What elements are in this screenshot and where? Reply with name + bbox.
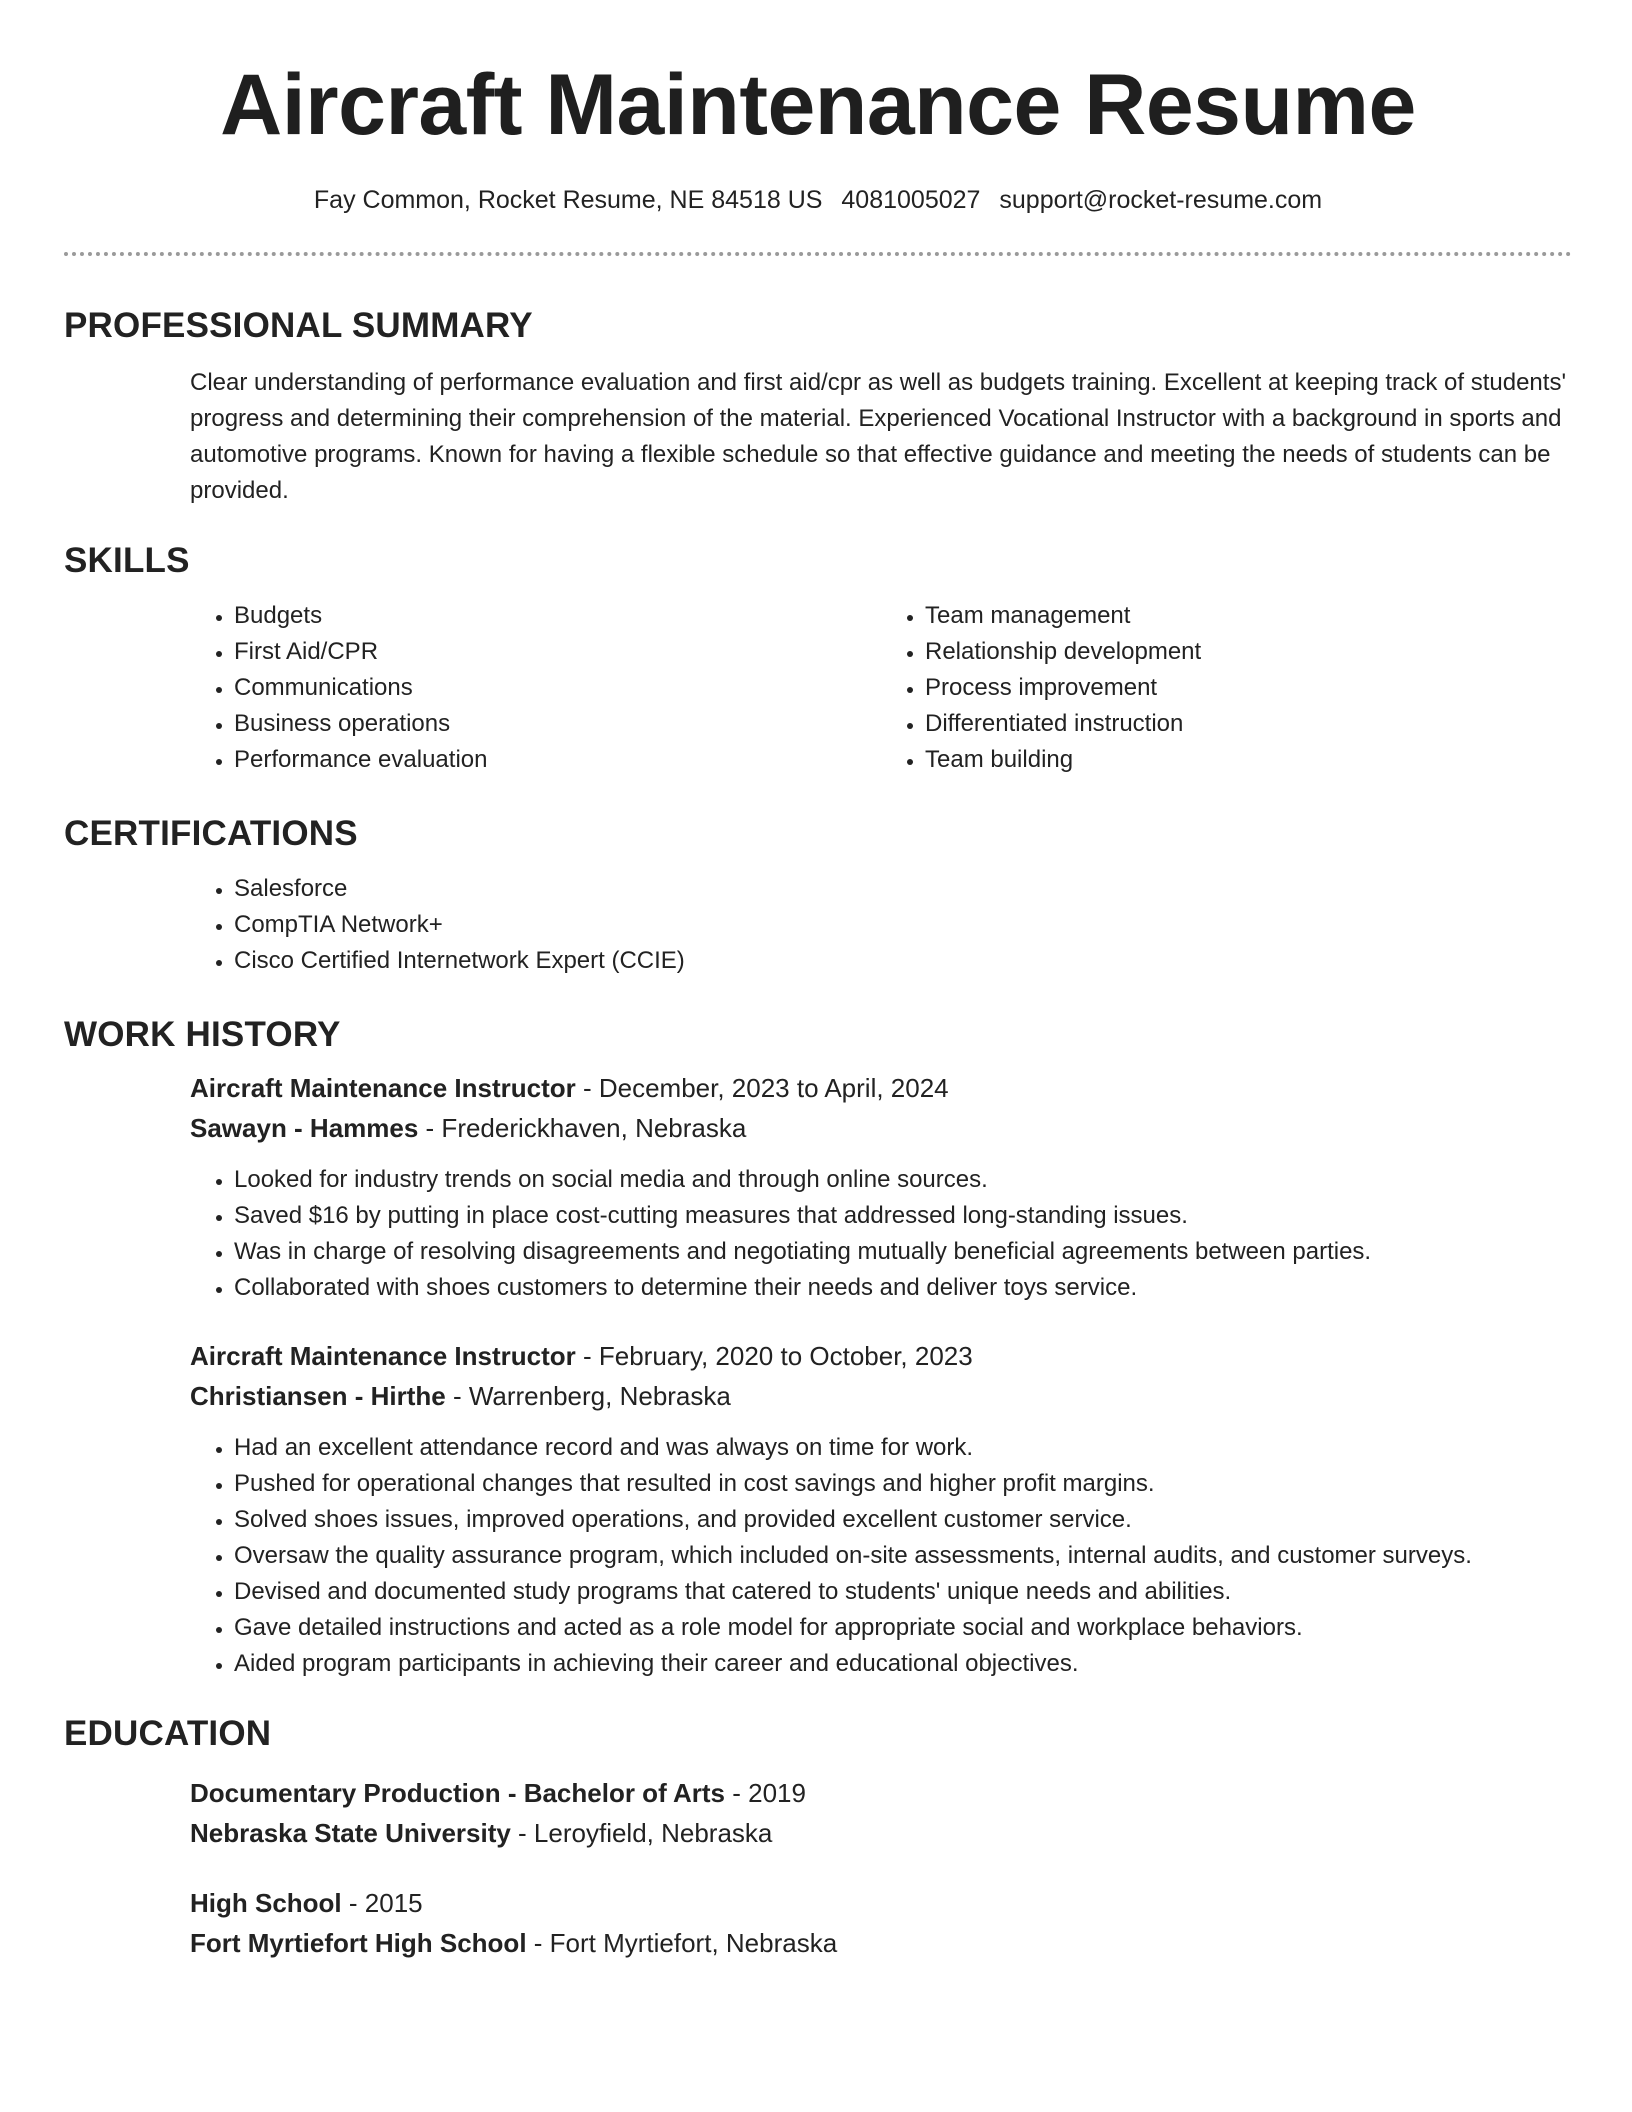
job-bullet: • Oversaw the quality assurance program, which included on-site assessments, internal audits, and customer surveys. <box>234 1538 1572 1574</box>
certifications-list <box>190 871 1572 979</box>
summary-text: Clear understanding of performance evaluation and first aid/cpr as well as budgets training. Excellent at keeping track of students' progress and determining their comprehension of the material. Experienced Vocational Instructor with a background in sports and automotive programs. Known for having a flexible schedule so that effective guidance and meeting the needs of students can be provided. <box>190 369 1567 504</box>
education-school-line <box>190 1923 1572 1963</box>
job-title: Aircraft Maintenance Instructor <box>190 1073 576 1103</box>
skills-list-right <box>881 598 1572 778</box>
contact-phone: 4081005027 <box>841 186 981 214</box>
skills-list-left <box>190 598 881 778</box>
job-title-line <box>190 1336 1572 1376</box>
job-dates: - December, 2023 to April, 2024 <box>575 1073 949 1103</box>
job-company: Christiansen - Hirthe <box>190 1381 446 1411</box>
job-bullets <box>190 1162 1572 1306</box>
certification-item: • CompTIA Network+ <box>234 907 1572 943</box>
education-degree-line <box>190 1773 1572 1813</box>
job-bullet: • Pushed for operational changes that resulted in cost savings and higher profit margins. <box>234 1466 1572 1502</box>
job-bullet: • Devised and documented study programs that catered to students' unique needs and abilities. <box>234 1574 1572 1610</box>
skill-item: • First Aid/CPR <box>234 634 881 670</box>
job-dates: - February, 2020 to October, 2023 <box>575 1341 973 1371</box>
job-bullet: • Collaborated with shoes customers to determine their needs and deliver toys service. <box>234 1270 1572 1306</box>
skill-item: • Performance evaluation <box>234 742 881 778</box>
job-bullet: • Was in charge of resolving disagreements and negotiating mutually beneficial agreements between parties. <box>234 1234 1572 1270</box>
certification-item: • Salesforce <box>234 871 1572 907</box>
education-section <box>190 1773 1572 1963</box>
education-degree: High School <box>190 1888 342 1918</box>
job-title-line <box>190 1068 1572 1108</box>
summary-section <box>190 365 1572 509</box>
job-company: Sawayn - Hammes <box>190 1113 419 1143</box>
resume-page <box>64 0 1572 1963</box>
job-title: Aircraft Maintenance Instructor <box>190 1341 576 1371</box>
work-history-heading: WORK HISTORY <box>64 1015 341 1054</box>
education-school: Fort Myrtiefort High School <box>190 1928 527 1958</box>
contact-email: support@rocket-resume.com <box>999 186 1323 214</box>
certifications-heading: CERTIFICATIONS <box>64 814 358 853</box>
education-location: - Fort Myrtiefort, Nebraska <box>526 1928 838 1958</box>
skill-item: • Business operations <box>234 706 881 742</box>
skill-item: • Team building <box>925 742 1572 778</box>
skill-item: • Differentiated instruction <box>925 706 1572 742</box>
resume-title: Aircraft Maintenance Resume <box>220 57 1416 153</box>
job-bullet: • Aided program participants in achieving their career and educational objectives. <box>234 1646 1572 1682</box>
education-year: - 2019 <box>725 1778 806 1808</box>
job-bullet: • Gave detailed instructions and acted as a role model for appropriate social and workplace behaviors. <box>234 1610 1572 1646</box>
education-entry <box>190 1773 1572 1853</box>
certifications-section <box>190 871 1572 979</box>
education-school: Nebraska State University <box>190 1818 511 1848</box>
skills-grid <box>190 598 1572 778</box>
education-degree: Documentary Production - Bachelor of Arts <box>190 1778 725 1808</box>
job-bullet: • Had an excellent attendance record and was always on time for work. <box>234 1430 1572 1466</box>
education-year: - 2015 <box>341 1888 423 1918</box>
skills-heading: SKILLS <box>64 541 190 580</box>
certification-item: • Cisco Certified Internetwork Expert (CCIE) <box>234 943 1572 979</box>
job-location: - Frederickhaven, Nebraska <box>418 1113 747 1143</box>
education-entry <box>190 1883 1572 1963</box>
job-entry <box>190 1068 1572 1306</box>
skill-item: • Team management <box>925 598 1572 634</box>
work-history-section <box>190 1068 1572 1682</box>
job-company-line <box>190 1376 1572 1416</box>
contact-line <box>64 184 1572 216</box>
header-divider <box>64 252 1572 256</box>
skills-section <box>190 598 1572 778</box>
skill-item: • Relationship development <box>925 634 1572 670</box>
job-entry <box>190 1336 1572 1682</box>
job-bullet: • Solved shoes issues, improved operations, and provided excellent customer service. <box>234 1502 1572 1538</box>
summary-heading: PROFESSIONAL SUMMARY <box>64 306 533 345</box>
job-company-line <box>190 1108 1572 1148</box>
contact-address: Fay Common, Rocket Resume, NE 84518 US <box>313 186 823 214</box>
skill-item: • Communications <box>234 670 881 706</box>
job-bullets <box>190 1430 1572 1682</box>
education-school-line <box>190 1813 1572 1853</box>
job-location: - Warrenberg, Nebraska <box>445 1381 731 1411</box>
education-location: - Leroyfield, Nebraska <box>510 1818 773 1848</box>
job-bullet: • Looked for industry trends on social media and through online sources. <box>234 1162 1572 1198</box>
education-degree-line <box>190 1883 1572 1923</box>
skill-item: • Budgets <box>234 598 881 634</box>
skill-item: • Process improvement <box>925 670 1572 706</box>
job-bullet: • Saved $16 by putting in place cost-cutting measures that addressed long-standing issues. <box>234 1198 1572 1234</box>
education-heading: EDUCATION <box>64 1714 272 1753</box>
